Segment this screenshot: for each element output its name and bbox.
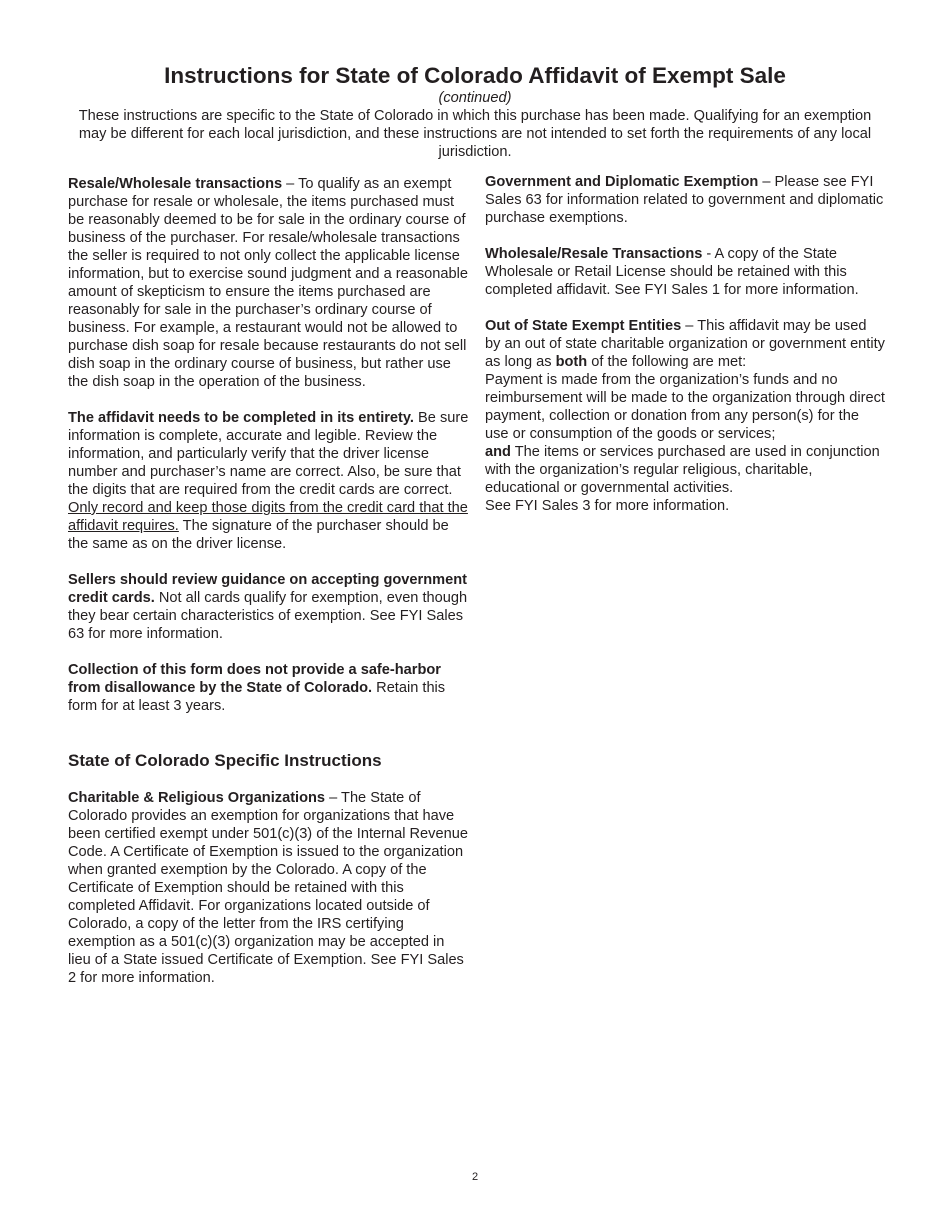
- left-column: [68, 175, 470, 1005]
- section-heading: State of Colorado Specific Instructions: [68, 751, 382, 770]
- safe-harbor-paragraph: [68, 661, 470, 715]
- right-column: [485, 173, 885, 515]
- lead: Sellers should review guidance on accepting government credit cards.: [68, 572, 467, 606]
- body: – The State of Colorado provides an exemption for organizations that have been certified exempt under 501(c)(3) of the Internal Revenue Code. A Certificate of Exemption is issued to the organization when granted exemption by the Colorado. A copy of the Certificate of Exemption should be retained with this completed Affidavit. For organizations located outside of Colorado, a copy of the letter from the IRS certifying exemption as a 501(c)(3) organization may be accepted in lieu of a State issued Certificate of Exemption. See FYI Sales 2 for more information.: [68, 790, 468, 986]
- condition-two: The items or services purchased are used in conjunction with the organization’s regular religious, charitable, educational or governmental activities.: [485, 444, 880, 496]
- continued-label: (continued): [438, 90, 512, 106]
- lead: The affidavit needs to be completed in its entirety.: [68, 410, 414, 426]
- body: The signature of the purchaser should be the same as on the driver license.: [68, 518, 449, 552]
- emphasis: and: [485, 444, 511, 460]
- lead: Out of State Exempt Entities: [485, 318, 682, 334]
- affidavit-completion-paragraph: [68, 409, 470, 553]
- government-diplomatic-paragraph: [485, 173, 885, 227]
- page-number: 2: [471, 1171, 479, 1183]
- body: of the following are met:: [587, 354, 747, 370]
- body: Be sure information is complete, accurate and legible. Review the information, and particularly verify that the driver license number and purchaser’s name are correct. Also, be sure that the digits that are required from the credit cards are correct.: [68, 410, 469, 498]
- lead: Government and Diplomatic Exemption: [485, 174, 759, 190]
- out-of-state-paragraph: [485, 317, 885, 515]
- emphasis: both: [555, 354, 588, 370]
- reference-note: See FYI Sales 3 for more information.: [485, 498, 730, 514]
- lead: Wholesale/Resale Transactions: [485, 246, 703, 262]
- lead: Collection of this form does not provide a safe-harbor from disallowance by the State of Colorado.: [68, 662, 441, 696]
- lead: Charitable & Religious Organizations: [68, 790, 326, 806]
- page-title: Instructions for State of Colorado Affidavit of Exempt Sale: [164, 63, 786, 88]
- resale-wholesale-paragraph: [68, 175, 470, 391]
- body: - A copy of the State Wholesale or Retail License should be retained with this completed affidavit. See FYI Sales 1 for more information.: [485, 246, 859, 298]
- wholesale-resale-paragraph: [485, 245, 885, 299]
- intro-paragraph: These instructions are specific to the State of Colorado in which this purchase has been made. Qualifying for an exemption may be different for each local jurisdiction, and these instructions are not intended to set forth the requirements of any local jurisdiction.: [78, 108, 872, 160]
- body: – Please see FYI Sales 63 for information related to government and diplomatic purchase exemptions.: [485, 174, 884, 226]
- body: Not all cards qualify for exemption, even though they bear certain characteristics of exemption. See FYI Sales 63 for more information.: [68, 590, 468, 642]
- credit-cards-paragraph: [68, 571, 470, 643]
- condition-one: Payment is made from the organization’s funds and no reimbursement will be made to the organization through direct payment, collection or donation from any person(s) for the use or consumption of the goods or services;: [485, 372, 885, 442]
- charitable-religious-paragraph: [68, 789, 470, 987]
- body: – To qualify as an exempt purchase for resale or wholesale, the items purchased must be reasonably deemed to be for sale in the ordinary course of business of the purchaser. For resale/wholesale transactions the seller is required to not only collect the applicable license information, but to exercise sound judgment and a reasonable amount of skepticism to ensure the items purchased are reasonably for sale in the purchaser’s ordinary course of business. For example, a restaurant would not be allowed to purchase dish soap for resale because restaurants do not sell dish soap in the ordinary course of business, but rather use the dish soap in the operation of the business.: [68, 176, 468, 390]
- body: Retain this form for at least 3 years.: [68, 680, 446, 714]
- underlined-text: Only record and keep those digits from the credit card that the affidavit requires.: [68, 500, 468, 534]
- lead: Resale/Wholesale transactions: [68, 176, 283, 192]
- body: – This affidavit may be used by an out of state charitable organization or government entity as long as: [485, 318, 885, 370]
